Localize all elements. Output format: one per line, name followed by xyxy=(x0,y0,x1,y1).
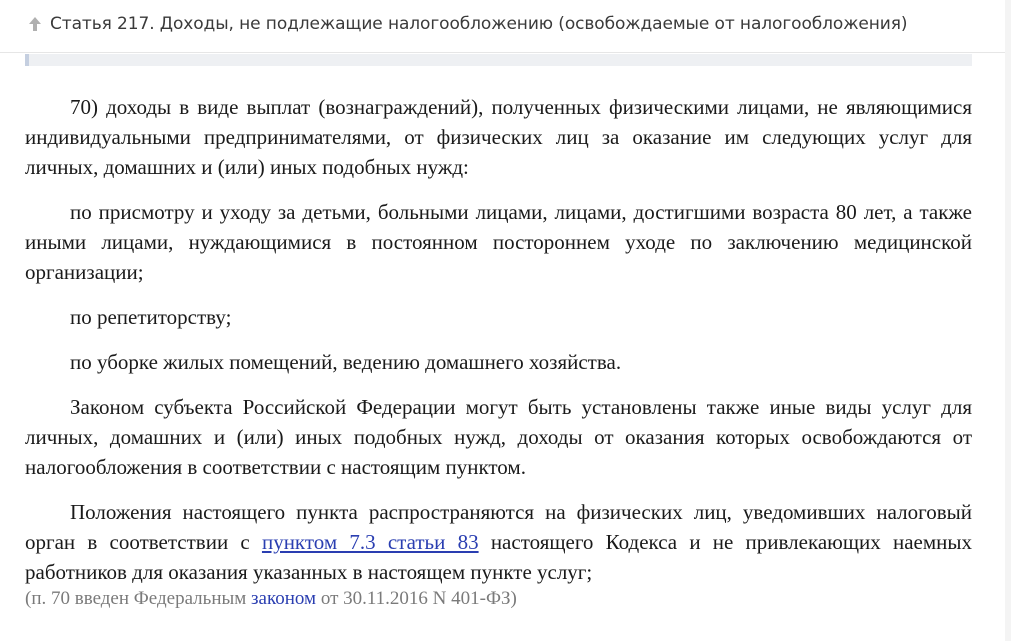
header-divider xyxy=(0,52,1011,53)
paragraph-provisions xyxy=(25,497,972,587)
provisions-text-before: Положения настоящего пункта распространяются на физических лиц, уведомивших налоговый орган в соответствии с xyxy=(25,500,972,554)
paragraph-regional-law: Законом субъекта Российской Федерации могут быть установлены также иные виды услуг для личных, домашних и (или) иных подобных нужд, доходы от оказания которых освобождаются от налогообложения в соответствии с настоящим пунктом. xyxy=(25,395,972,479)
document-header xyxy=(0,0,1011,52)
arrow-up-icon[interactable] xyxy=(28,16,42,32)
paragraph-tutoring: по репетиторству; xyxy=(70,305,232,329)
info-strip-accent xyxy=(25,54,29,66)
info-strip xyxy=(25,54,972,66)
note-text-before: (п. 70 введен Федеральным xyxy=(25,588,252,609)
amendment-note xyxy=(25,587,972,611)
paragraph-70: 70) доходы в виде выплат (вознаграждений), полученных физическими лицами, не являющимися индивидуальными предпринимателями, от физических лиц за оказание им следующих услуг для личных, домашних и (или) иных подобных нужд: xyxy=(25,95,972,179)
note-text-after: от 30.11.2016 N 401-ФЗ) xyxy=(316,588,517,609)
link-article-83[interactable]: пунктом 7.3 статьи 83 xyxy=(261,530,479,554)
paragraph-childcare: по присмотру и уходу за детьми, больными лицами, лицами, достигшими возраста 80 лет, а также иными лицами, нуждающимися в постоянном постороннем уходе по заключению медицинской организации; xyxy=(25,200,972,284)
paragraph-cleaning: по уборке жилых помещений, ведению домашнего хозяйства. xyxy=(70,350,622,374)
breadcrumb-parent-article[interactable] xyxy=(28,14,907,34)
link-federal-law[interactable]: законом xyxy=(251,588,317,609)
document-body xyxy=(25,92,972,611)
breadcrumb-label[interactable]: Статья 217. Доходы, не подлежащие налогообложению (освобождаемые от налогообложения) xyxy=(50,14,908,34)
scrollbar-track[interactable] xyxy=(1005,0,1011,641)
provisions-text-after: настоящего Кодекса и не привлекающих наемных работников для оказания указанных в настоящем пункте услуг; xyxy=(25,530,973,584)
